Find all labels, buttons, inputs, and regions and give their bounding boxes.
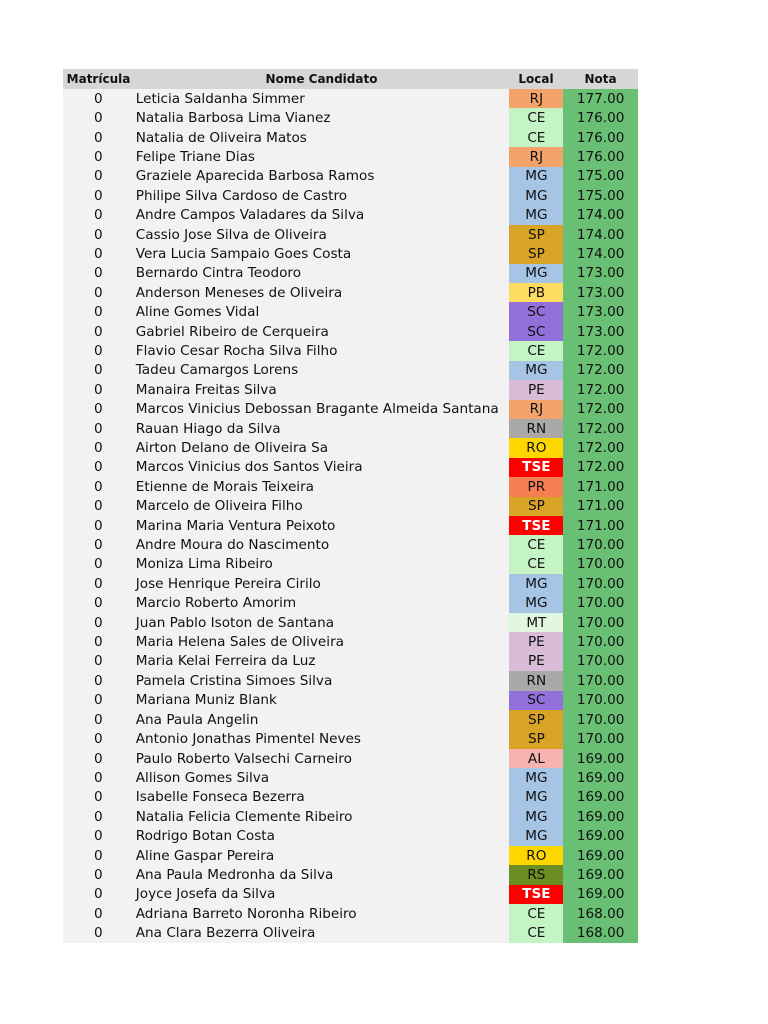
local-cell: MT	[509, 613, 563, 632]
nota-cell: 175.00	[563, 186, 638, 205]
table-row	[63, 613, 638, 632]
nome-cell: Tadeu Camargos Lorens	[135, 362, 299, 379]
table-row	[63, 264, 638, 283]
nome-cell: Isabelle Fonseca Bezerra	[135, 789, 305, 806]
nota-cell: 172.00	[563, 458, 638, 477]
nome-cell: Felipe Triane Dias	[135, 148, 256, 165]
local-cell: CE	[509, 555, 563, 574]
table-row	[63, 632, 638, 651]
matricula-cell: 0	[94, 731, 103, 748]
table-row	[63, 497, 638, 516]
nome-cell: Marcelo de Oliveira Filho	[135, 498, 303, 515]
local-cell: RO	[509, 846, 563, 865]
nota-cell: 172.00	[563, 380, 638, 399]
local-cell: RJ	[509, 147, 563, 166]
local-cell: SC	[509, 302, 563, 321]
table-row	[63, 652, 638, 671]
local-cell: MG	[509, 768, 563, 787]
matricula-cell: 0	[94, 478, 103, 495]
local-cell: MG	[509, 186, 563, 205]
table-row	[63, 147, 638, 166]
nome-cell: Natalia de Oliveira Matos	[135, 129, 307, 146]
nome-cell: Rauan Hiago da Silva	[135, 420, 281, 437]
matricula-cell: 0	[94, 90, 103, 107]
nota-cell: 170.00	[563, 613, 638, 632]
table-row	[63, 671, 638, 690]
local-cell: MG	[509, 205, 563, 224]
nota-cell: 177.00	[563, 89, 638, 108]
table-row	[63, 768, 638, 787]
nota-cell: 169.00	[563, 885, 638, 904]
nome-cell: Ana Paula Angelin	[135, 711, 259, 728]
local-cell: CE	[509, 535, 563, 554]
header-local: Local	[518, 72, 554, 86]
candidates-table	[63, 69, 638, 943]
nota-cell: 169.00	[563, 749, 638, 768]
nota-cell: 170.00	[563, 710, 638, 729]
matricula-cell: 0	[94, 769, 103, 786]
nome-cell: Marina Maria Ventura Peixoto	[135, 517, 336, 534]
matricula-cell: 0	[94, 110, 103, 127]
local-cell: SC	[509, 322, 563, 341]
table-row	[63, 186, 638, 205]
matricula-cell: 0	[94, 750, 103, 767]
table-row	[63, 341, 638, 360]
matricula-cell: 0	[94, 129, 103, 146]
nota-cell: 173.00	[563, 264, 638, 283]
local-cell: RN	[509, 419, 563, 438]
nome-cell: Marcos Vinicius dos Santos Vieira	[135, 459, 363, 476]
matricula-cell: 0	[94, 905, 103, 922]
matricula-cell: 0	[94, 207, 103, 224]
nome-cell: Cassio Jose Silva de Oliveira	[135, 226, 327, 243]
nota-cell: 169.00	[563, 826, 638, 845]
nota-cell: 172.00	[563, 361, 638, 380]
local-cell: PE	[509, 652, 563, 671]
table-row	[63, 361, 638, 380]
nota-cell: 172.00	[563, 438, 638, 457]
nome-cell: Antonio Jonathas Pimentel Neves	[135, 731, 362, 748]
matricula-cell: 0	[94, 265, 103, 282]
nome-cell: Graziele Aparecida Barbosa Ramos	[135, 168, 375, 185]
local-cell: TSE	[509, 458, 563, 477]
table-row	[63, 729, 638, 748]
matricula-cell: 0	[94, 925, 103, 942]
nome-cell: Flavio Cesar Rocha Silva Filho	[135, 342, 338, 359]
nota-cell: 176.00	[563, 147, 638, 166]
local-cell: MG	[509, 574, 563, 593]
matricula-cell: 0	[94, 459, 103, 476]
nota-cell: 169.00	[563, 788, 638, 807]
nome-cell: Mariana Muniz Blank	[135, 692, 277, 709]
nota-cell: 170.00	[563, 652, 638, 671]
nome-cell: Manaira Freitas Silva	[135, 381, 277, 398]
nota-cell: 169.00	[563, 807, 638, 826]
table-row	[63, 788, 638, 807]
local-cell: RO	[509, 438, 563, 457]
nota-cell: 174.00	[563, 225, 638, 244]
table-row	[63, 691, 638, 710]
nota-cell: 176.00	[563, 108, 638, 127]
local-cell: MG	[509, 361, 563, 380]
table-row	[63, 846, 638, 865]
nota-cell: 170.00	[563, 671, 638, 690]
local-cell: SP	[509, 710, 563, 729]
local-cell: SP	[509, 244, 563, 263]
nome-cell: Moniza Lima Ribeiro	[135, 556, 273, 573]
nome-cell: Philipe Silva Cardoso de Castro	[135, 187, 348, 204]
matricula-cell: 0	[94, 304, 103, 321]
matricula-cell: 0	[94, 420, 103, 437]
table-row	[63, 535, 638, 554]
table-row	[63, 167, 638, 186]
nome-cell: Ana Paula Medronha da Silva	[135, 866, 334, 883]
table-row	[63, 458, 638, 477]
local-cell: CE	[509, 904, 563, 923]
matricula-cell: 0	[94, 362, 103, 379]
table-row	[63, 128, 638, 147]
nome-cell: Vera Lucia Sampaio Goes Costa	[135, 245, 352, 262]
nota-cell: 170.00	[563, 729, 638, 748]
matricula-cell: 0	[94, 323, 103, 340]
nota-cell: 170.00	[563, 691, 638, 710]
matricula-cell: 0	[94, 168, 103, 185]
nome-cell: Joyce Josefa da Silva	[135, 886, 276, 903]
table-row	[63, 205, 638, 224]
header-matricula: Matrícula	[66, 72, 131, 86]
nome-cell: Marcos Vinicius Debossan Bragante Almeida Santana	[135, 401, 499, 418]
table-row	[63, 322, 638, 341]
nome-cell: Anderson Meneses de Oliveira	[135, 284, 343, 301]
nome-cell: Natalia Barbosa Lima Vianez	[135, 110, 331, 127]
local-cell: RS	[509, 865, 563, 884]
matricula-cell: 0	[94, 614, 103, 631]
matricula-cell: 0	[94, 634, 103, 651]
matricula-cell: 0	[94, 381, 103, 398]
nota-cell: 170.00	[563, 574, 638, 593]
nome-cell: Pamela Cristina Simoes Silva	[135, 672, 333, 689]
nota-cell: 170.00	[563, 535, 638, 554]
nome-cell: Bernardo Cintra Teodoro	[135, 265, 302, 282]
nota-cell: 169.00	[563, 865, 638, 884]
nota-cell: 168.00	[563, 923, 638, 942]
table-row	[63, 594, 638, 613]
table-row	[63, 865, 638, 884]
nome-cell: Maria Kelai Ferreira da Luz	[135, 653, 316, 670]
nota-cell: 171.00	[563, 477, 638, 496]
nome-cell: Natalia Felicia Clemente Ribeiro	[135, 808, 353, 825]
local-cell: SC	[509, 691, 563, 710]
table-row	[63, 807, 638, 826]
matricula-cell: 0	[94, 498, 103, 515]
local-cell: RJ	[509, 400, 563, 419]
table-body	[63, 89, 638, 943]
nota-cell: 173.00	[563, 322, 638, 341]
matricula-cell: 0	[94, 440, 103, 457]
nome-cell: Leticia Saldanha Simmer	[135, 90, 305, 107]
nota-cell: 169.00	[563, 846, 638, 865]
local-cell: SP	[509, 225, 563, 244]
local-cell: PE	[509, 632, 563, 651]
matricula-cell: 0	[94, 284, 103, 301]
nota-cell: 170.00	[563, 555, 638, 574]
local-cell: MG	[509, 594, 563, 613]
nota-cell: 170.00	[563, 594, 638, 613]
matricula-cell: 0	[94, 692, 103, 709]
matricula-cell: 0	[94, 556, 103, 573]
table-row	[63, 904, 638, 923]
nome-cell: Andre Moura do Nascimento	[135, 537, 330, 554]
nota-cell: 172.00	[563, 419, 638, 438]
matricula-cell: 0	[94, 226, 103, 243]
local-cell: MG	[509, 167, 563, 186]
nota-cell: 175.00	[563, 167, 638, 186]
matricula-cell: 0	[94, 245, 103, 262]
nome-cell: Adriana Barreto Noronha Ribeiro	[135, 905, 357, 922]
matricula-cell: 0	[94, 517, 103, 534]
nome-cell: Gabriel Ribeiro de Cerqueira	[135, 323, 329, 340]
local-cell: MG	[509, 788, 563, 807]
matricula-cell: 0	[94, 808, 103, 825]
table-header-row	[63, 69, 638, 89]
table-row	[63, 302, 638, 321]
table-row	[63, 923, 638, 942]
local-cell: MG	[509, 807, 563, 826]
nome-cell: Rodrigo Botan Costa	[135, 828, 275, 845]
nome-cell: Marcio Roberto Amorim	[135, 595, 297, 612]
table-row	[63, 108, 638, 127]
local-cell: RN	[509, 671, 563, 690]
local-cell: CE	[509, 108, 563, 127]
table-row	[63, 826, 638, 845]
matricula-cell: 0	[94, 672, 103, 689]
nota-cell: 172.00	[563, 400, 638, 419]
nota-cell: 176.00	[563, 128, 638, 147]
nota-cell: 168.00	[563, 904, 638, 923]
table-row	[63, 574, 638, 593]
nome-cell: Maria Helena Sales de Oliveira	[135, 634, 344, 651]
local-cell: TSE	[509, 516, 563, 535]
local-cell: TSE	[509, 885, 563, 904]
nota-cell: 171.00	[563, 497, 638, 516]
nota-cell: 172.00	[563, 341, 638, 360]
table-row	[63, 516, 638, 535]
local-cell: CE	[509, 341, 563, 360]
table-row	[63, 555, 638, 574]
matricula-cell: 0	[94, 575, 103, 592]
nome-cell: Paulo Roberto Valsechi Carneiro	[135, 750, 352, 767]
nome-cell: Etienne de Morais Teixeira	[135, 478, 315, 495]
local-cell: PB	[509, 283, 563, 302]
nota-cell: 174.00	[563, 205, 638, 224]
table-row	[63, 710, 638, 729]
table-row	[63, 89, 638, 108]
table-row	[63, 244, 638, 263]
local-cell: AL	[509, 749, 563, 768]
nota-cell: 173.00	[563, 302, 638, 321]
local-cell: CE	[509, 128, 563, 147]
nome-cell: Airton Delano de Oliveira Sa	[135, 440, 329, 457]
matricula-cell: 0	[94, 886, 103, 903]
local-cell: PE	[509, 380, 563, 399]
matricula-cell: 0	[94, 828, 103, 845]
matricula-cell: 0	[94, 789, 103, 806]
nota-cell: 174.00	[563, 244, 638, 263]
table-row	[63, 283, 638, 302]
nome-cell: Allison Gomes Silva	[135, 769, 270, 786]
local-cell: MG	[509, 264, 563, 283]
table-row	[63, 477, 638, 496]
nota-cell: 169.00	[563, 768, 638, 787]
local-cell: PR	[509, 477, 563, 496]
table-row	[63, 225, 638, 244]
local-cell: SP	[509, 497, 563, 516]
table-row	[63, 885, 638, 904]
nota-cell: 170.00	[563, 632, 638, 651]
nota-cell: 171.00	[563, 516, 638, 535]
nome-cell: Aline Gomes Vidal	[135, 304, 260, 321]
header-nome-candidato: Nome Candidato	[265, 72, 378, 86]
matricula-cell: 0	[94, 187, 103, 204]
table-row	[63, 749, 638, 768]
matricula-cell: 0	[94, 148, 103, 165]
nota-cell: 173.00	[563, 283, 638, 302]
nome-cell: Ana Clara Bezerra Oliveira	[135, 925, 316, 942]
matricula-cell: 0	[94, 342, 103, 359]
nome-cell: Aline Gaspar Pereira	[135, 847, 275, 864]
header-nota: Nota	[584, 72, 617, 86]
matricula-cell: 0	[94, 537, 103, 554]
nome-cell: Jose Henrique Pereira Cirilo	[135, 575, 321, 592]
local-cell: RJ	[509, 89, 563, 108]
table-row	[63, 438, 638, 457]
local-cell: CE	[509, 923, 563, 942]
nome-cell: Andre Campos Valadares da Silva	[135, 207, 365, 224]
matricula-cell: 0	[94, 595, 103, 612]
table-row	[63, 380, 638, 399]
local-cell: MG	[509, 826, 563, 845]
matricula-cell: 0	[94, 401, 103, 418]
matricula-cell: 0	[94, 653, 103, 670]
nome-cell: Juan Pablo Isoton de Santana	[135, 614, 335, 631]
matricula-cell: 0	[94, 847, 103, 864]
local-cell: SP	[509, 729, 563, 748]
table-row	[63, 419, 638, 438]
table-row	[63, 400, 638, 419]
matricula-cell: 0	[94, 866, 103, 883]
matricula-cell: 0	[94, 711, 103, 728]
